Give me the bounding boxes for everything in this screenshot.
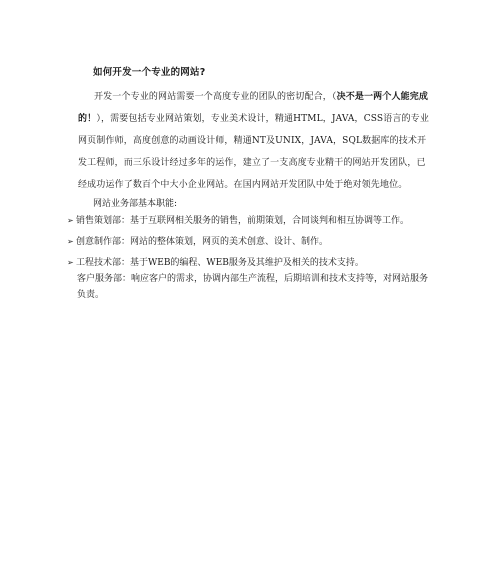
intro-text-part1: 开发一个专业的网站需要一个高度专业的团队的密切配合，（ bbox=[94, 92, 337, 102]
intro-emphasis: 决不是一两个人能完成的！ bbox=[78, 92, 429, 124]
list-item bbox=[67, 271, 437, 303]
list-item bbox=[67, 255, 437, 271]
duty-text-creative: 创意制作部：网站的整体策划，网页的美术创意、设计、制作。 bbox=[76, 237, 329, 247]
intro-paragraph bbox=[78, 86, 434, 196]
arrow-bullet-icon: ➢ bbox=[67, 258, 74, 267]
list-item bbox=[67, 234, 437, 255]
duty-text-service-line1: 客户服务部：响应客户的需求，协调内部生产流程，后期培训和技术支持等，对网站服务 bbox=[77, 274, 429, 284]
duty-text-sales: 销售策划部：基于互联网相关服务的销售，前期策划，合同谈判和相互协调等工作。 bbox=[76, 216, 410, 226]
document-title: 如何开发一个专业的网站? bbox=[93, 67, 206, 78]
list-item bbox=[67, 213, 437, 234]
duty-text-service-line2: 负责。 bbox=[77, 290, 105, 300]
arrow-bullet-icon: ➢ bbox=[67, 237, 74, 246]
duties-list bbox=[67, 213, 437, 303]
arrow-bullet-icon: ➢ bbox=[67, 216, 74, 225]
duty-text-engineering: 工程技术部：基于WEB的编程、WEB服务及其维护及相关的技术支持。 bbox=[76, 258, 364, 268]
duties-heading: 网站业务部基本职能: bbox=[93, 199, 178, 209]
intro-text-part2: ），需要包括专业网站策划，专业美术设计，精通HTML，JAVA，CSS语言的专业网页制作师，高度创意的动画设计师，精通NT及UNIX，JAVA，SQL数据库的技术开发工程师，而三乐设计经过多年的运作，建立了一支高度专业精干的网站开发团队，已经成功运作了数百个中大小企业网站。在国内网站开发团队中处于绝对领先地位。 bbox=[78, 114, 429, 190]
